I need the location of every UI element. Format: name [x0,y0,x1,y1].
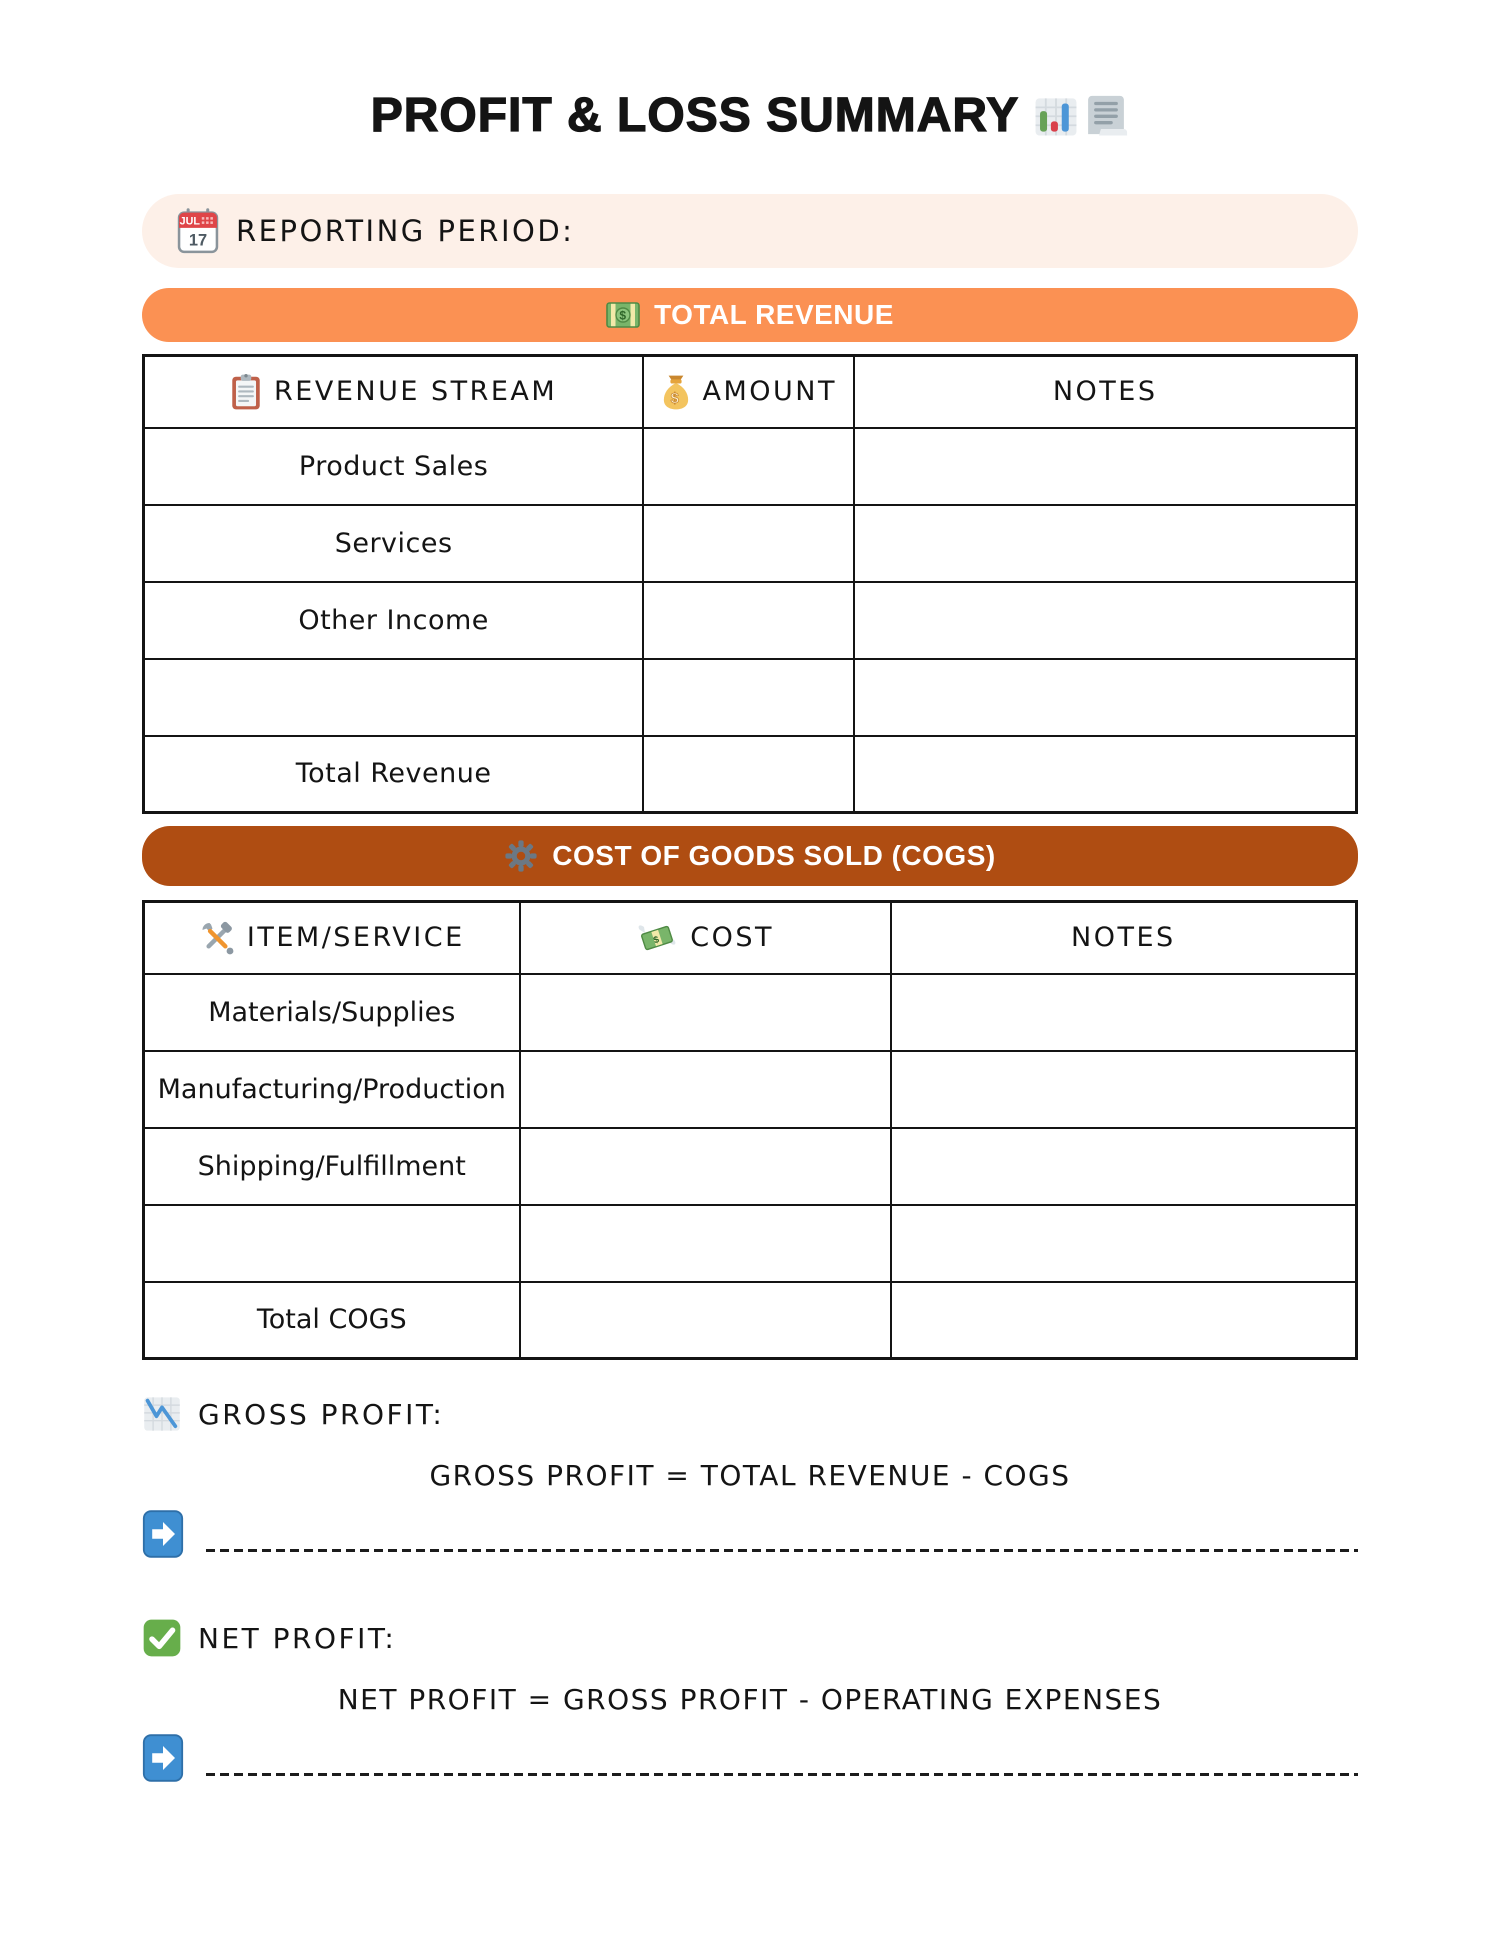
notes-cell[interactable] [891,1128,1357,1205]
gross-profit-section [142,1392,1358,1558]
table-row [144,736,1357,813]
page-title-text: PROFIT & LOSS SUMMARY [370,88,1020,142]
svg-text:$: $ [619,308,627,323]
gear-icon [504,839,538,873]
notes-cell[interactable] [891,1205,1357,1282]
reporting-period-value[interactable] [590,194,1324,268]
calendar-icon [176,207,220,255]
revenue-table-header-row [144,356,1357,428]
table-row [144,505,1357,582]
cost-cell[interactable] [520,1282,891,1359]
notes-cell[interactable] [854,659,1356,736]
dollar-banknote-icon [606,302,640,328]
revenue-stream-header [144,356,644,428]
notes-cell[interactable] [854,582,1356,659]
reporting-period-label: REPORTING PERIOD: [236,214,575,248]
item-service-cell: Shipping/Fulfillment [144,1128,520,1205]
money-bag-icon [661,373,691,411]
table-row [144,974,1357,1051]
net-profit-answer-line[interactable] [206,1773,1358,1776]
reporting-period-banner [142,194,1358,268]
amount-cell[interactable] [643,582,854,659]
cost-header-label: COST [690,922,774,954]
revenue-stream-cell[interactable] [144,659,644,736]
revenue-stream-cell: Other Income [144,582,644,659]
gross-profit-answer-line[interactable] [206,1549,1358,1552]
cogs-table [142,900,1358,1360]
cost-header [520,902,891,974]
table-row [144,1051,1357,1128]
notes-cell[interactable] [891,1282,1357,1359]
item-service-header-label: ITEM/SERVICE [246,922,465,954]
cogs-notes-header [891,902,1357,974]
right-arrow-icon [142,1734,184,1782]
table-row [144,1128,1357,1205]
item-service-cell[interactable] [144,1205,520,1282]
net-profit-section [142,1616,1358,1782]
cogs-banner [142,826,1358,886]
total-revenue-banner [142,288,1358,342]
net-profit-formula: NET PROFIT = GROSS PROFIT - OPERATING EXPENSES [337,1683,1163,1716]
table-row [144,1282,1357,1359]
svg-text:17: 17 [188,231,208,250]
amount-cell[interactable] [643,428,854,505]
revenue-stream-cell: Total Revenue [144,736,644,813]
amount-cell[interactable] [643,736,854,813]
bar-chart-icon [1033,92,1079,138]
cogs-notes-header-label: NOTES [1071,922,1176,954]
revenue-notes-header [854,356,1356,428]
revenue-notes-header-label: NOTES [1052,376,1158,408]
cost-cell[interactable] [520,1051,891,1128]
item-service-cell: Manufacturing/Production [144,1051,520,1128]
revenue-stream-cell: Product Sales [144,428,644,505]
net-profit-label: NET PROFIT: [198,1621,397,1655]
table-row [144,1205,1357,1282]
clipboard-icon [230,373,262,411]
cost-cell[interactable] [520,1205,891,1282]
page-title [142,86,1358,144]
table-row [144,659,1357,736]
notes-cell[interactable] [854,736,1356,813]
svg-text:$: $ [670,390,681,407]
svg-text:$: $ [652,933,664,947]
item-service-cell: Materials/Supplies [144,974,520,1051]
table-row [144,582,1357,659]
item-service-header [144,902,520,974]
check-mark-icon [142,1618,182,1658]
chart-decreasing-icon [142,1394,182,1434]
money-with-wings-icon [636,921,678,955]
receipt-icon [1083,92,1129,138]
cost-cell[interactable] [520,1128,891,1205]
gross-profit-formula: GROSS PROFIT = TOTAL REVENUE - COGS [429,1459,1071,1492]
notes-cell[interactable] [891,974,1357,1051]
revenue-table [142,354,1358,814]
revenue-stream-header-label: REVENUE STREAM [274,376,558,408]
amount-cell[interactable] [643,659,854,736]
amount-cell[interactable] [643,505,854,582]
cogs-banner-label: COST OF GOODS SOLD (COGS) [552,840,996,871]
notes-cell[interactable] [891,1051,1357,1128]
cost-cell[interactable] [520,974,891,1051]
cogs-table-header-row [144,902,1357,974]
revenue-stream-cell: Services [144,505,644,582]
total-revenue-banner-label: TOTAL REVENUE [654,299,894,330]
gross-profit-label: GROSS PROFIT: [198,1397,445,1431]
document [142,86,1358,1782]
right-arrow-icon [142,1510,184,1558]
title-icons [1033,92,1129,138]
notes-cell[interactable] [854,428,1356,505]
notes-cell[interactable] [854,505,1356,582]
svg-text:JUL: JUL [179,215,200,228]
table-row [144,428,1357,505]
hammer-and-wrench-icon [199,920,235,956]
item-service-cell: Total COGS [144,1282,520,1359]
amount-header-label: AMOUNT [702,376,838,408]
amount-header [643,356,854,428]
